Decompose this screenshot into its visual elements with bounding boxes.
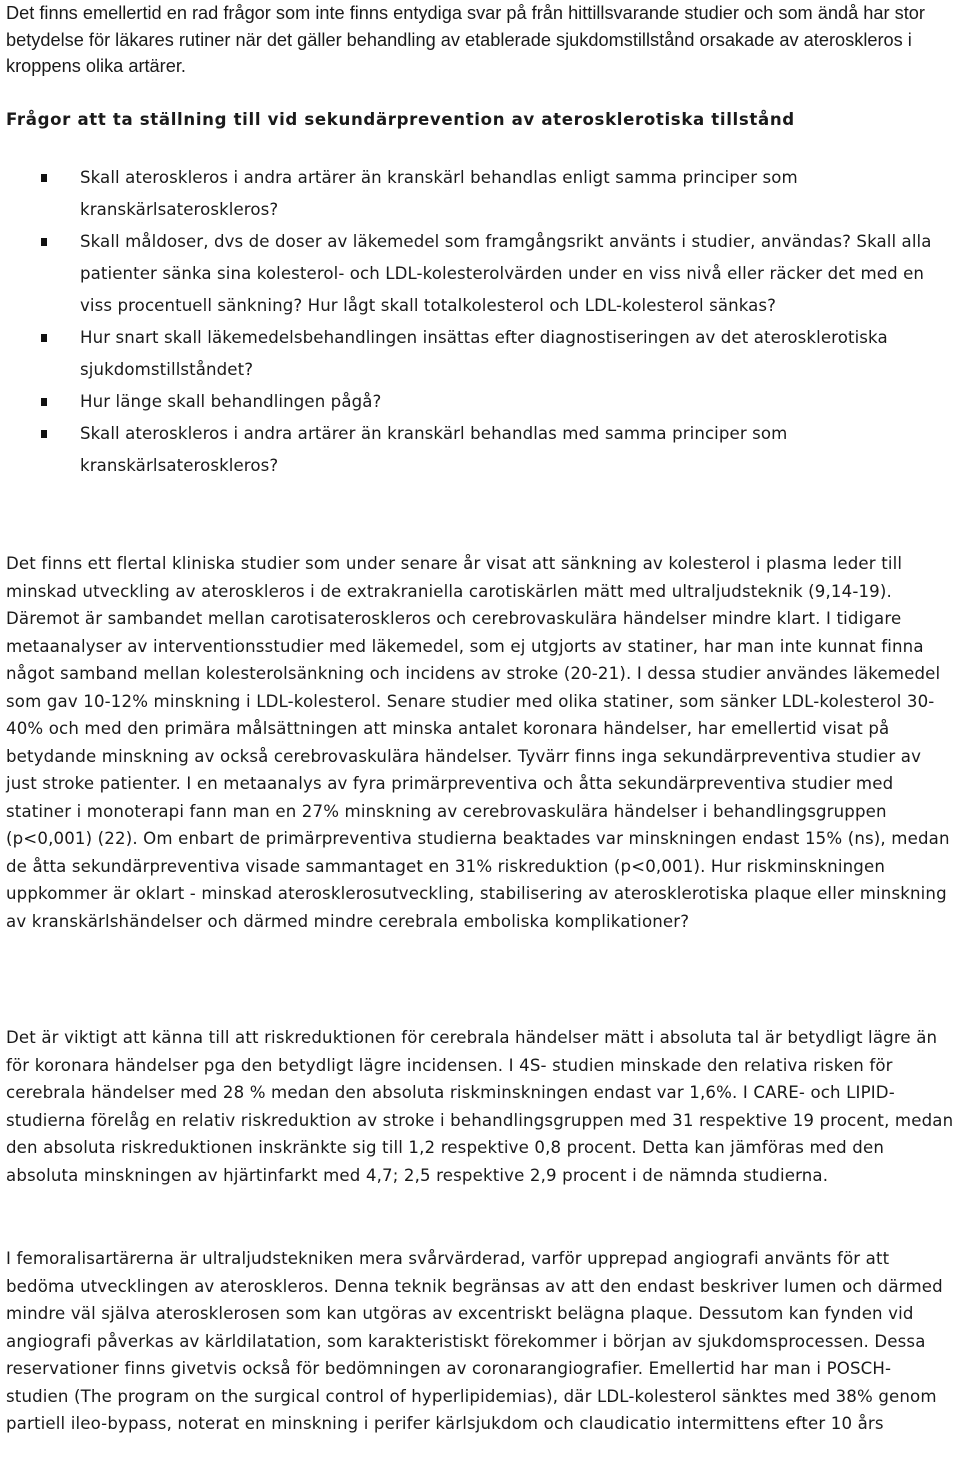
body-paragraph-statin-studies: Det finns ett flertal kliniska studier som under senare år visat att sänkning av kolesterol i plasma leder till minskad utveckling av ateroskleros i de extrakraniella carotiskärlen mätt med ultraljudsteknik (9,14-19). Däremot är sambandet mellan carotisateroskleros och cerebrovaskulära händelser mindre klart. I tidigare metaanalyser av interventionsstudier med läkemedel, som ej utgjorts av statiner, har man inte kunnat finna något samband mellan kolesterolsänkning och incidens av stroke (20-21). I dessa studier användes läkemedel som gav 10-12% minskning i LDL-kolesterol. Senare studier med olika statiner, som sänker LDL-kolesterol 30-40% och med den primära målsättningen att minska antalet koronara händelser, har emellertid visat på betydande minskning av också cerebrovaskulära händelser. Tyvärr finns inga sekundärpreventiva studier av just stroke patienter. I en metaanalys av fyra primärpreventiva och åtta sekundärpreventiva studier med statiner i monoterapi fann man en 27% minskning av cerebrovaskulära händelser i behandlingsgruppen (p<0,001) (22). Om enbart de primärpreventiva studierna beaktades var minskningen endast 15% (ns), medan de åtta sekundärpreventiva visade sammantaget en 31% riskreduktion (p<0,001). Hur riskminskningen uppkommer är oklart - minskad aterosklerosutveckling, stabilisering av aterosklerotiska plaque eller minskning av kranskärlshändelser och därmed mindre cerebrala emboliska komplikationer?	[6, 554, 950, 931]
intro-paragraph: Det finns emellertid en rad frågor som inte finns entydiga svar på från hittillsvarande studier och som ändå har stor betydelse för läkares rutiner när det gäller behandling av etablerade sjukdomstillstånd orsakade av ateroskleros i kroppens olika artärer.	[6, 3, 925, 76]
section-heading: Frågor att ta ställning till vid sekundärprevention av aterosklerotiska tillstånd	[6, 110, 795, 129]
list-item	[0, 386, 945, 418]
question-text: Hur snart skall läkemedelsbehandlingen insättas efter diagnostiseringen av det aterosklerotiska sjukdomstillståndet?	[80, 328, 888, 379]
question-text: Skall ateroskleros i andra artärer än kranskärl behandlas med samma principer som kranskärlsateroskleros?	[80, 424, 788, 475]
bullet-icon	[41, 334, 47, 342]
body-paragraph-risk-reduction: Det är viktigt att känna till att riskreduktionen för cerebrala händelser mätt i absoluta tal är betydligt lägre än för koronara händelser pga den betydligt lägre incidensen. I 4S- studien minskade den relativa risken för cerebrala händelser med 28 % medan den absoluta riskminskningen endast var 1,6%. I CARE- och LIPID- studierna förelåg en relativ riskreduktion av stroke i behandlingsgruppen med 31 respektive 19 procent, medan den absoluta riskreduktionen inskränkte sig till 1,2 respektive 0,8 procent. Detta kan jämföras med den absoluta minskningen av hjärtinfarkt med 4,7; 2,5 respektive 2,9 procent i de nämnda studierna.	[6, 1028, 954, 1185]
bullet-icon	[41, 398, 47, 406]
list-item	[0, 226, 945, 322]
question-text: Hur länge skall behandlingen pågå?	[80, 392, 382, 411]
question-text: Skall måldoser, dvs de doser av läkemedel som framgångsrikt använts i studier, användas? Skall alla patienter sänka sina kolesterol- och LDL-kolesterolvärden under en viss nivå eller räcker det med en viss procentuell sänkning? Hur lågt skall totalkolesterol och LDL-kolesterol sänkas?	[80, 232, 932, 315]
bullet-icon	[41, 430, 47, 438]
question-list	[0, 162, 960, 482]
bullet-icon	[41, 174, 47, 182]
list-item	[0, 418, 945, 482]
list-item	[0, 162, 945, 226]
question-text: Skall ateroskleros i andra artärer än kranskärl behandlas enligt samma principer som kranskärlsateroskleros?	[80, 168, 798, 219]
list-item	[0, 322, 945, 386]
body-paragraph-femoral-arteries: I femoralisartärerna är ultraljudstekniken mera svårvärderad, varför upprepad angiografi använts för att bedöma utvecklingen av ateroskleros. Denna teknik begränsas av att den endast beskriver lumen och därmed mindre väl själva aterosklerosen som kan utgöras av excentriskt belägna plaque. Dessutom kan fynden vid angiografi påverkas av kärldilatation, som karakteristiskt förekommer i början av sjukdomsprocessen. Dessa reservationer finns givetvis också för bedömningen av coronarangiografier. Emellertid har man i POSCH- studien (The program on the surgical control of hyperlipidemias), där LDL-kolesterol sänktes med 38% genom partiell ileo-bypass, noterat en minskning i perifer kärlsjukdom och claudicatio intermittens efter 10 års	[6, 1249, 943, 1433]
bullet-icon	[41, 238, 47, 246]
